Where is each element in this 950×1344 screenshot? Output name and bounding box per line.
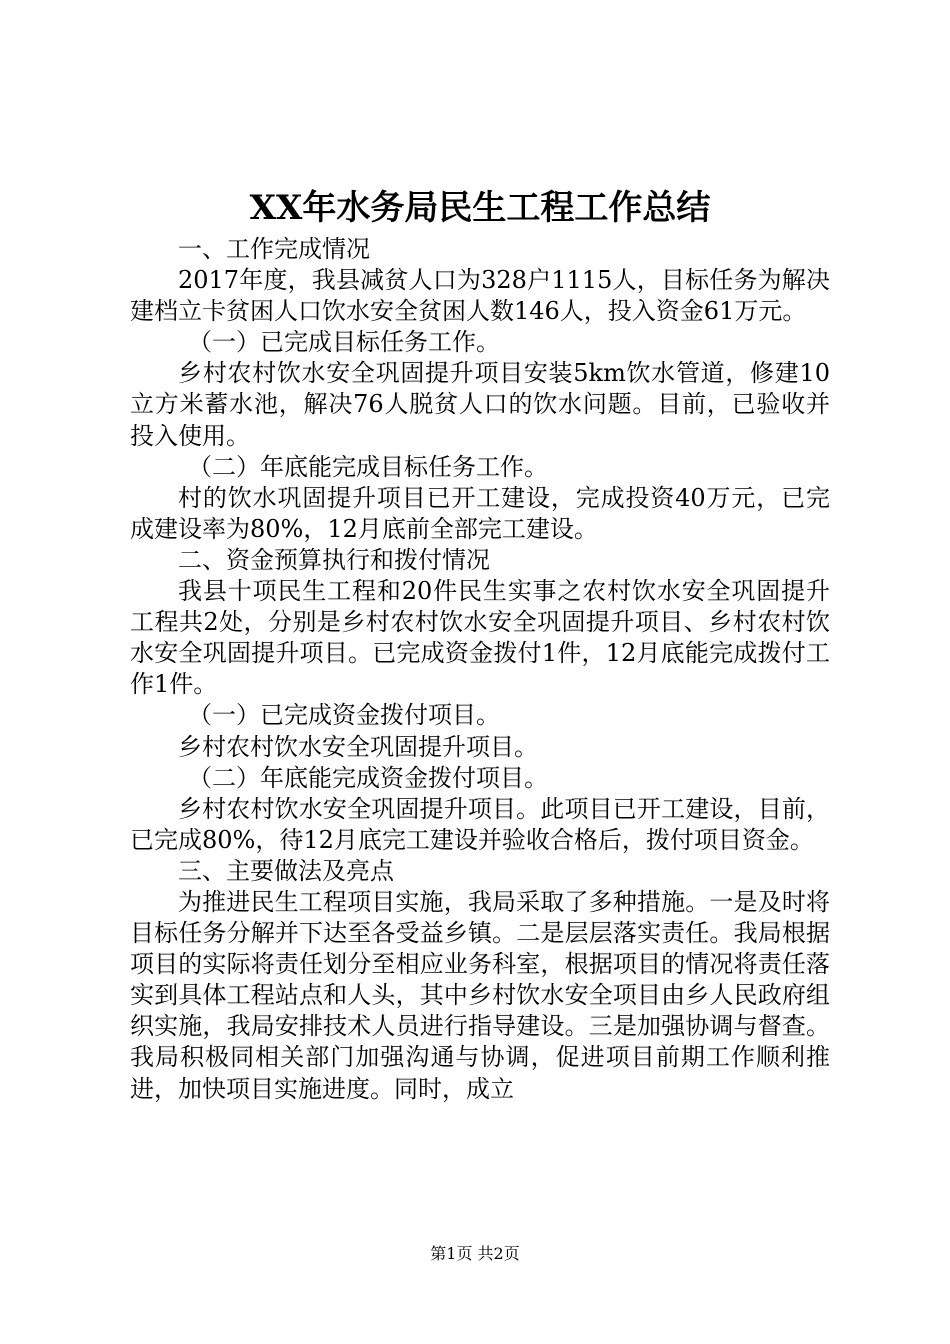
- paragraph: 我县十项民生工程和20件民生实事之农村饮水安全巩固提升工程共2处，分别是乡村农村饮水安全巩固提升项目、乡村农村饮水安全巩固提升项目。已完成资金拨付1件，12月底能完成拨付工作1件。: [130, 577, 830, 699]
- subsection-heading: （二）年底能完成目标任务工作。: [188, 452, 548, 481]
- subsection-heading: （二）年底能完成资金拨付项目。: [188, 763, 548, 792]
- paragraph: 乡村农村饮水安全巩固提升项目安装5km饮水管道，修建10立方米蓄水池，解决76人脱贫人口的饮水问题。目前，已验收并投入使用。: [130, 359, 830, 450]
- paragraph: 乡村农村饮水安全巩固提升项目。此项目已开工建设，目前，已完成80%，待12月底完工建设并验收合格后，拨付项目资金。: [130, 794, 830, 854]
- paragraph: 村的饮水巩固提升项目已开工建设，完成投资40万元，已完成建设率为80%，12月底前全部完工建设。: [130, 483, 830, 543]
- page-footer: 第1页 共2页: [430, 1244, 520, 1263]
- paragraph: 为推进民生工程项目实施，我局采取了多种措施。一是及时将目标任务分解并下达至各受益乡镇。二是层层落实责任。我局根据项目的实际将责任划分至相应业务科室，根据项目的情况将责任落实到具体工程站点和人头，其中乡村饮水安全项目由乡人民政府组织实施，我局安排技术人员进行指导建设。三是加强协调与督查。我局积极同相关部门加强沟通与协调，促进项目前期工作顺利推进，加快项目实施进度。同时，成立: [130, 887, 830, 1103]
- paragraph: 2017年度，我县减贫人口为328户1115人，目标任务为解决建档立卡贫困人口饮水安全贫困人数146人，投入资金61万元。: [130, 266, 830, 326]
- paragraph: 乡村农村饮水安全巩固提升项目。: [178, 732, 538, 761]
- section-heading: 三、主要做法及亮点: [178, 856, 394, 885]
- section-heading: 二、资金预算执行和拨付情况: [178, 545, 490, 574]
- section-heading: 一、工作完成情况: [178, 235, 370, 263]
- document-title: XX年水务局民生工程工作总结: [249, 188, 711, 228]
- subsection-heading: （一）已完成目标任务工作。: [188, 328, 500, 357]
- document-body: [130, 234, 830, 1105]
- subsection-heading: （一）已完成资金拨付项目。: [188, 701, 500, 730]
